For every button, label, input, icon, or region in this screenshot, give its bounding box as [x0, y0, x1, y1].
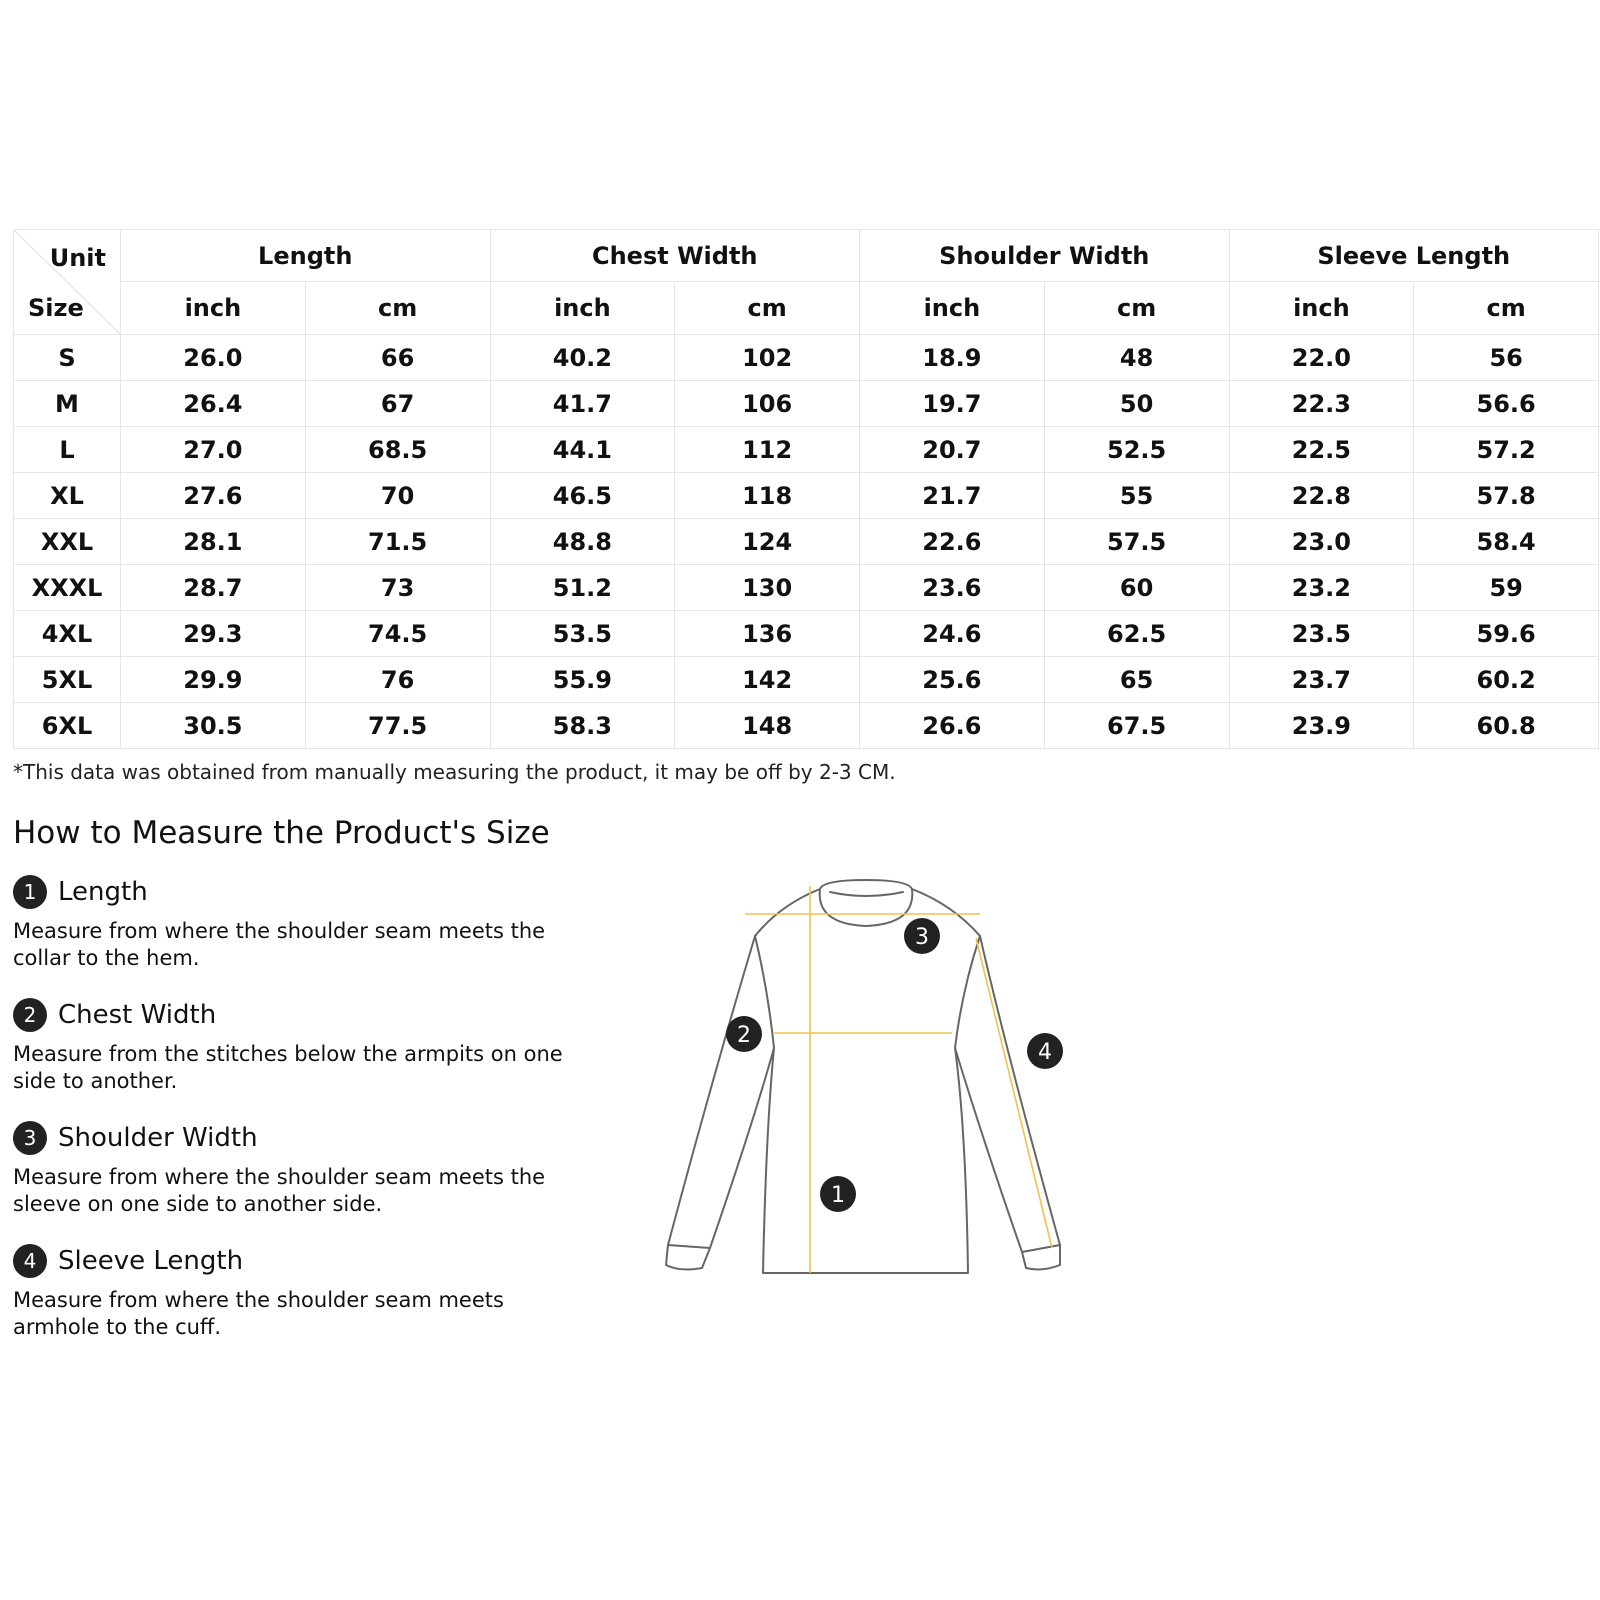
measurement-cell: 62.5 [1044, 611, 1229, 657]
measurement-cell: 67 [305, 381, 490, 427]
measurement-cell: 56.6 [1414, 381, 1599, 427]
size-label-cell: XL [14, 473, 121, 519]
unit-header: inch [121, 282, 306, 335]
measurement-cell: 26.6 [860, 703, 1045, 749]
step-title: Chest Width [58, 1000, 217, 1030]
measurement-cell: 58.4 [1414, 519, 1599, 565]
measurement-cell: 52.5 [1044, 427, 1229, 473]
size-rows [14, 335, 1599, 749]
step-description: Measure from where the shoulder seam meets the collar to the hem. [13, 919, 546, 970]
measurement-cell: 70 [305, 473, 490, 519]
measurement-cell: 30.5 [121, 703, 306, 749]
measurement-cell: 23.0 [1229, 519, 1414, 565]
size-label-cell: 5XL [14, 657, 121, 703]
marker-4-label: 4 [1038, 1040, 1052, 1065]
group-header-length: Length [121, 230, 491, 282]
measurement-cell: 44.1 [490, 427, 675, 473]
marker-1-label: 1 [831, 1183, 845, 1208]
table-row [14, 565, 1599, 611]
marker-2-label: 2 [737, 1023, 751, 1048]
step-title: Shoulder Width [58, 1123, 258, 1153]
step-sleeve-length [13, 1243, 573, 1341]
measurement-cell: 77.5 [305, 703, 490, 749]
measurement-cell: 76 [305, 657, 490, 703]
number-4-icon: 4 [13, 1244, 47, 1278]
corner-size-label: Size [28, 294, 84, 322]
table-row [14, 657, 1599, 703]
table-row [14, 335, 1599, 381]
measurement-cell: 26.0 [121, 335, 306, 381]
unit-header: cm [1414, 282, 1599, 335]
measurement-cell: 142 [675, 657, 860, 703]
unit-header: inch [1229, 282, 1414, 335]
measurement-cell: 22.5 [1229, 427, 1414, 473]
measurement-cell: 48.8 [490, 519, 675, 565]
group-header-sleeve-length: Sleeve Length [1229, 230, 1599, 282]
measurement-cell: 22.3 [1229, 381, 1414, 427]
measurement-cell: 25.6 [860, 657, 1045, 703]
unit-header: cm [675, 282, 860, 335]
measurement-cell: 48 [1044, 335, 1229, 381]
step-description: Measure from where the shoulder seam meets the sleeve on one side to another side. [13, 1165, 546, 1216]
measurement-cell: 130 [675, 565, 860, 611]
table-row [14, 473, 1599, 519]
measurement-cell: 51.2 [490, 565, 675, 611]
sweater-outline-icon [666, 880, 1060, 1273]
step-title: Sleeve Length [58, 1246, 244, 1276]
measurement-cell: 28.1 [121, 519, 306, 565]
measurement-cell: 60.2 [1414, 657, 1599, 703]
group-header-chest-width: Chest Width [490, 230, 860, 282]
measurement-cell: 74.5 [305, 611, 490, 657]
measurement-cell: 22.8 [1229, 473, 1414, 519]
measurement-cell: 65 [1044, 657, 1229, 703]
measurement-cell: 23.9 [1229, 703, 1414, 749]
unit-size-corner-cell [14, 230, 121, 335]
measurement-cell: 148 [675, 703, 860, 749]
table-row [14, 381, 1599, 427]
measurement-cell: 136 [675, 611, 860, 657]
corner-unit-label: Unit [49, 244, 106, 272]
measurement-cell: 56 [1414, 335, 1599, 381]
size-label-cell: L [14, 427, 121, 473]
measurement-cell: 22.6 [860, 519, 1045, 565]
measurement-cell: 40.2 [490, 335, 675, 381]
measurement-cell: 23.5 [1229, 611, 1414, 657]
table-row [14, 519, 1599, 565]
measurement-guide-lines [745, 886, 1052, 1273]
measurement-cell: 55 [1044, 473, 1229, 519]
measurement-cell: 46.5 [490, 473, 675, 519]
measurement-cell: 102 [675, 335, 860, 381]
measurement-cell: 27.0 [121, 427, 306, 473]
how-to-measure-title: How to Measure the Product's Size [13, 815, 550, 851]
step-title: Length [58, 877, 148, 907]
measurement-cell: 53.5 [490, 611, 675, 657]
measurement-cell: 57.5 [1044, 519, 1229, 565]
measurement-cell: 106 [675, 381, 860, 427]
measurement-cell: 28.7 [121, 565, 306, 611]
number-3-icon: 3 [13, 1121, 47, 1155]
step-description: Measure from the stitches below the armpits on one side to another. [13, 1042, 563, 1093]
size-label-cell: M [14, 381, 121, 427]
measurement-cell: 60 [1044, 565, 1229, 611]
measurement-cell: 50 [1044, 381, 1229, 427]
measurement-cell: 55.9 [490, 657, 675, 703]
size-chart-table [13, 229, 1599, 749]
size-label-cell: S [14, 335, 121, 381]
step-shoulder-width [13, 1120, 573, 1218]
measurement-cell: 66 [305, 335, 490, 381]
measurement-cell: 73 [305, 565, 490, 611]
step-description: Measure from where the shoulder seam meets armhole to the cuff. [13, 1288, 504, 1339]
number-2-icon: 2 [13, 998, 47, 1032]
step-length [13, 874, 573, 972]
measurement-cell: 22.0 [1229, 335, 1414, 381]
measurement-cell: 23.2 [1229, 565, 1414, 611]
measurement-cell: 57.2 [1414, 427, 1599, 473]
table-row [14, 611, 1599, 657]
measurement-cell: 18.9 [860, 335, 1045, 381]
measurement-cell: 68.5 [305, 427, 490, 473]
measurement-cell: 19.7 [860, 381, 1045, 427]
measurement-cell: 23.6 [860, 565, 1045, 611]
measurement-cell: 21.7 [860, 473, 1045, 519]
measurement-cell: 29.3 [121, 611, 306, 657]
unit-header: cm [305, 282, 490, 335]
unit-header: cm [1044, 282, 1229, 335]
measurement-cell: 58.3 [490, 703, 675, 749]
measurement-cell: 27.6 [121, 473, 306, 519]
table-row [14, 427, 1599, 473]
sweater-measurement-diagram [650, 860, 1110, 1300]
measurement-cell: 112 [675, 427, 860, 473]
marker-3-label: 3 [915, 925, 929, 950]
size-label-cell: XXXL [14, 565, 121, 611]
measurement-cell: 59.6 [1414, 611, 1599, 657]
table-row [14, 703, 1599, 749]
measurement-cell: 23.7 [1229, 657, 1414, 703]
measurement-cell: 20.7 [860, 427, 1045, 473]
measurement-footnote: *This data was obtained from manually measuring the product, it may be off by 2-3 CM. [13, 760, 896, 784]
measurement-cell: 118 [675, 473, 860, 519]
measurement-cell: 71.5 [305, 519, 490, 565]
group-header-shoulder-width: Shoulder Width [860, 230, 1230, 282]
measurement-cell: 124 [675, 519, 860, 565]
measurement-cell: 60.8 [1414, 703, 1599, 749]
size-label-cell: 6XL [14, 703, 121, 749]
measurement-cell: 41.7 [490, 381, 675, 427]
measurement-cell: 24.6 [860, 611, 1045, 657]
size-label-cell: XXL [14, 519, 121, 565]
sleeve-length-guide-line [976, 938, 1052, 1248]
measurement-cell: 67.5 [1044, 703, 1229, 749]
step-chest-width [13, 997, 573, 1095]
number-1-icon: 1 [13, 875, 47, 909]
unit-header: inch [860, 282, 1045, 335]
measurement-cell: 29.9 [121, 657, 306, 703]
unit-header: inch [490, 282, 675, 335]
size-label-cell: 4XL [14, 611, 121, 657]
measurement-cell: 57.8 [1414, 473, 1599, 519]
measurement-cell: 59 [1414, 565, 1599, 611]
measurement-cell: 26.4 [121, 381, 306, 427]
